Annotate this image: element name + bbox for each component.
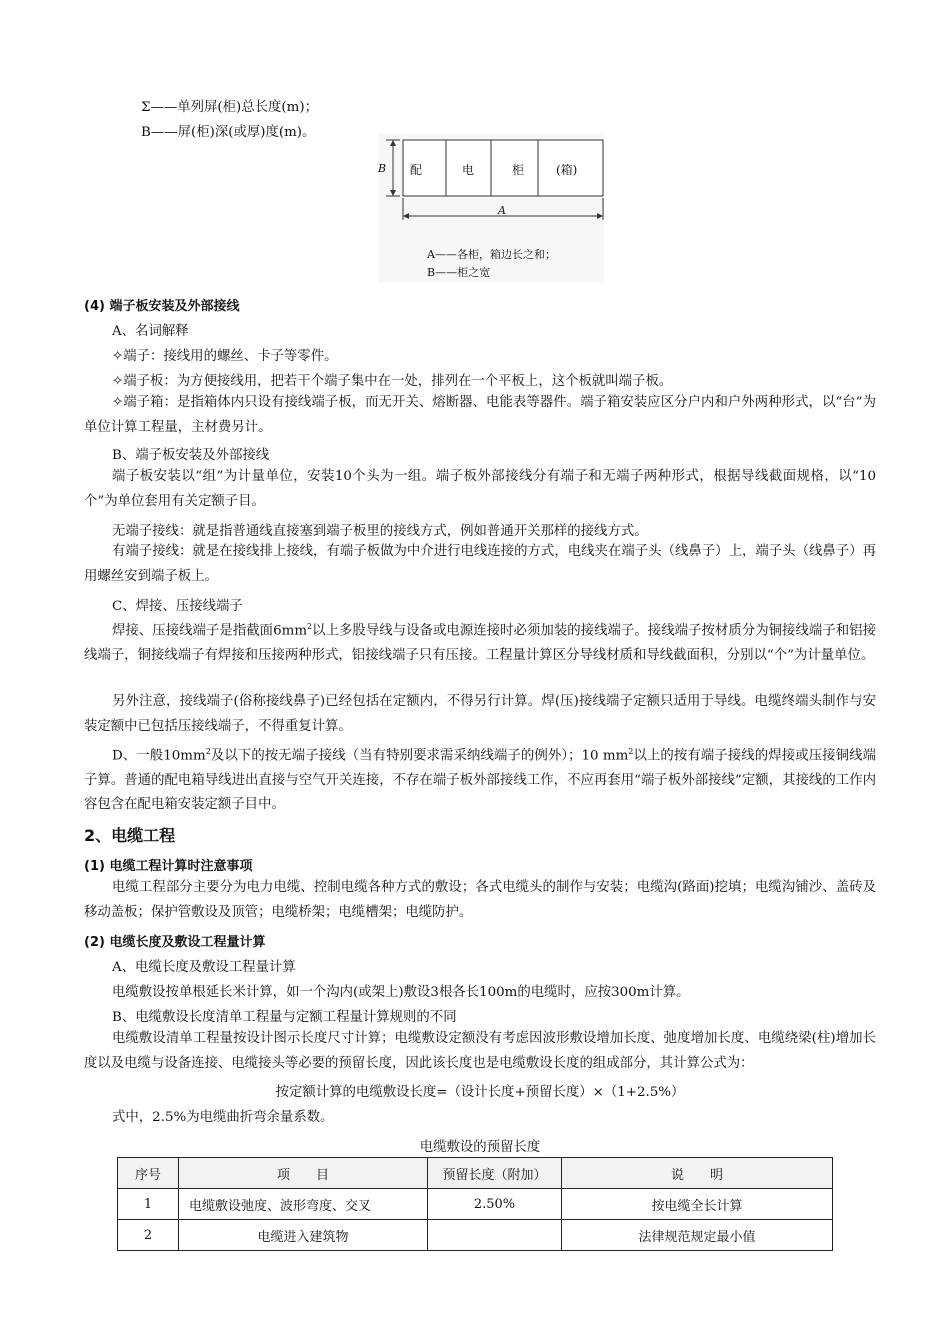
- sec2-1-paragraph: 电缆工程部分主要分为电力电缆、控制电缆各种方式的敷设；各式电缆头的制作与安装；电缆沟(路面)挖填；电缆沟铺沙、盖砖及移动盖板；保护管敷设及顶管；电缆桥架；电缆槽架；电缆防护。: [84, 880, 876, 920]
- superscript: 2: [307, 622, 313, 631]
- cell-note: 按电缆全长计算: [562, 1189, 833, 1220]
- fig-legend-b: B——柜之宽: [427, 266, 491, 279]
- fig-cell-1: 配: [410, 163, 423, 177]
- fig-legend-a: A——各柜，箱边长之和；: [427, 248, 556, 261]
- formula-note: 式中，2.5%为电缆曲折弯余量系数。: [112, 1110, 334, 1125]
- col-header-reserve: 预留长度（附加）: [428, 1158, 562, 1189]
- cell-reserve: [428, 1220, 562, 1251]
- sec4-c-heading: C、焊接、压接线端子: [112, 599, 243, 614]
- sec4-b-heading: B、端子板安装及外部接线: [112, 448, 270, 463]
- def-terminal-board: ✧端子板：为方便接线用，把若干个端子集中在一处，排列在一个平板上，这个板就叫端子板。: [112, 374, 673, 389]
- sec4-d-text-a: D、一般10mm: [112, 748, 206, 764]
- cell-index: 2: [118, 1220, 179, 1251]
- sec4-b-paragraph-3: 有端子接线：就是在接线排上接线，有端子板做为中介进行电线连接的方式，电线夹在端子头（线鼻子）上，端子头（线鼻子）再用螺丝安到端子板上。: [84, 544, 876, 584]
- sec4-a-heading: A、名词解释: [112, 324, 189, 339]
- table-caption: 电缆敷设的预留长度: [419, 1140, 541, 1155]
- sec4-c-paragraph-1: [84, 615, 876, 668]
- sec4-c-paragraph-2: 另外注意，接线端子(俗称接线鼻子)已经包括在定额内，不得另行计算。焊(压)接线端子定额只适用于导线。电缆终端头制作与安装定额中已包括压接线端子，不得重复计算。: [84, 694, 876, 734]
- sec2-a-paragraph: 电缆敷设按单根延长米计算，如一个沟内(或架上)敷设3根各长100m的电缆时，应按300m计算。: [112, 985, 690, 1000]
- def-terminal-box: ✧端子箱：是指箱体内只设有接线端子板，而无开关、熔断器、电能表等器件。端子箱安装应区分户内和户外两种形式，以“台”为单位计算工程量，主材费另计。: [84, 395, 876, 435]
- length-formula: 按定额计算的电缆敷设长度=（设计长度+预留长度）×（1+2.5%）: [275, 1085, 685, 1100]
- table-header-row: [118, 1158, 833, 1189]
- cell-item: 电缆进入建筑物: [179, 1220, 428, 1251]
- sec4-c-text-a: 焊接、压接线端子是指截面6mm: [112, 623, 308, 639]
- sec4-b-paragraph-2: 无端子接线：就是指普通线直接塞到端子板里的接线方式，例如普通开关那样的接线方式。: [112, 524, 648, 539]
- def-sigma: Σ——单列屏(柜)总长度(m)；: [141, 100, 318, 115]
- sec2-b-heading: B、电缆敷设长度清单工程量与定额工程量计算规则的不同: [112, 1010, 457, 1025]
- reserve-length-table: [117, 1157, 833, 1251]
- cell-index: 1: [118, 1189, 179, 1220]
- superscript: 2: [628, 747, 634, 756]
- fig-cell-4: (箱): [556, 163, 578, 177]
- def-b: B——屏(柜)深(或厚)度(m)。: [141, 125, 316, 140]
- sec4-d-text-b: 及以下的按无端子接线（当有特别要求需采纳线端子的例外）；10 mm: [210, 748, 629, 764]
- sec4-c-text-b: 以上多股导线与设备或电源连接时必须加装的接线端子。接线端子按材质分为铜接线端子和铝接线端子，铜接线端子有焊接和压接两种形式，铝接线端子只有压接。工程量计算区分导线材质和导线截面积，分别以“个”为计量单位。: [84, 623, 876, 663]
- section-2-2-title: (2) 电缆长度及敷设工程量计算: [84, 935, 266, 950]
- sec4-d-paragraph: [84, 740, 876, 818]
- def-terminal: ✧端子：接线用的螺丝、卡子等零件。: [112, 349, 338, 364]
- cell-note: 法律规范规定最小值: [562, 1220, 833, 1251]
- fig-cell-3: 柜: [512, 163, 525, 177]
- col-header-index: 序号: [118, 1158, 179, 1189]
- sec2-a-heading: A、电缆长度及敷设工程量计算: [112, 960, 296, 975]
- table-row: [118, 1189, 833, 1220]
- fig-a-label: A: [498, 204, 506, 217]
- fig-b-label: B: [378, 162, 387, 175]
- sec2-b-paragraph: 电缆敷设清单工程量按设计图示长度尺寸计算；电缆敷设定额没有考虑因波形敷设增加长度、弛度增加长度、电缆绕梁(柱)增加长度以及电缆与设备连接、电缆接头等必要的预留长度，因此该长度也是电缆敷设长度的组成部分，其计算公式为：: [84, 1031, 876, 1071]
- fig-cell-2: 电: [462, 163, 475, 177]
- cell-item: 电缆敷设弛度、波形弯度、交叉: [179, 1189, 428, 1220]
- col-header-note: 说 明: [562, 1158, 833, 1189]
- sec4-d-text-c: 以上的按有端子接线的焊接或压接铜线端子算。普通的配电箱导线进出直接与空气开关连接，不存在端子板外部接线工作，不应再套用“端子板外部接线”定额，其接线的工作内容包含在配电箱安装定额子目中。: [84, 748, 877, 813]
- cell-reserve: 2.50%: [428, 1189, 562, 1220]
- section-4-title: (4) 端子板安装及外部接线: [84, 299, 240, 314]
- sec4-b-paragraph-1: 端子板安装以“组”为计量单位，安装10个头为一组。端子板外部接线分有端子和无端子两种形式，根据导线截面规格，以“10个”为单位套用有关定额子目。: [84, 469, 876, 509]
- superscript: 2: [205, 747, 211, 756]
- col-header-item: 项 目: [179, 1158, 428, 1189]
- section-2-1-title: (1) 电缆工程计算时注意事项: [84, 859, 253, 874]
- table-row: [118, 1220, 833, 1251]
- section-2-title: 2、电缆工程: [84, 826, 176, 845]
